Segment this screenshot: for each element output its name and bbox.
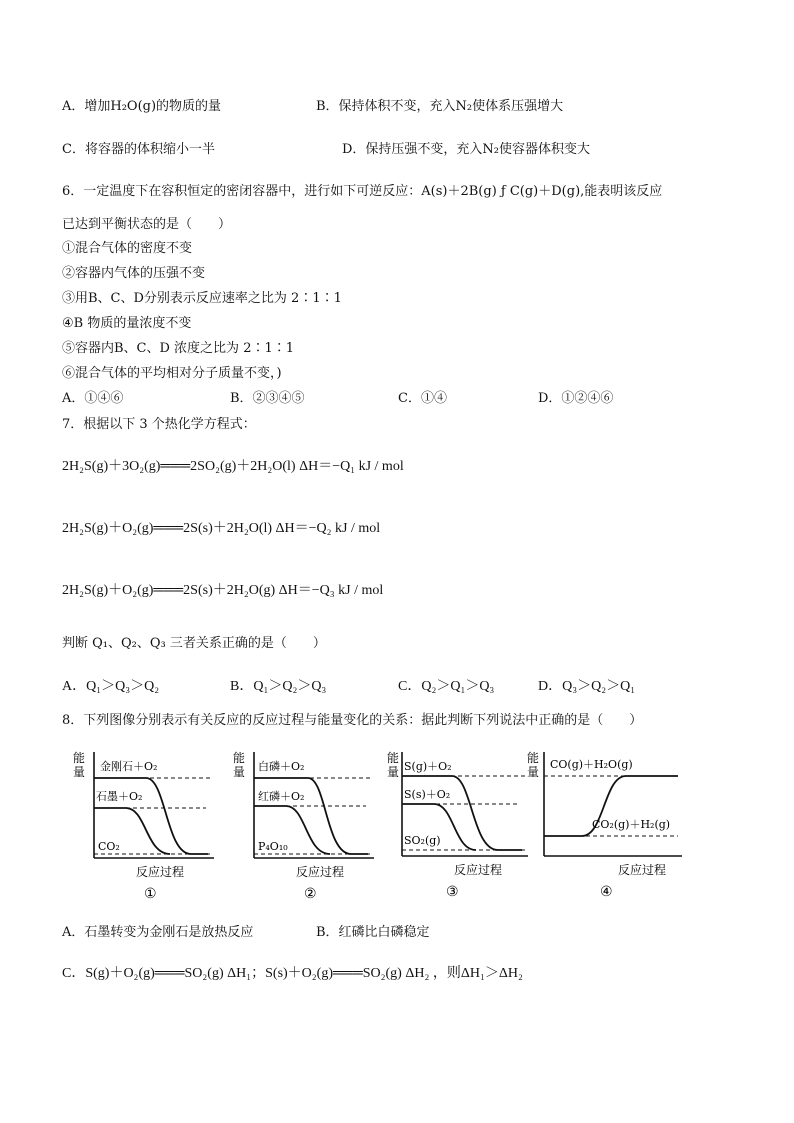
q7-stem: 7．根据以下 3 个热化学方程式： xyxy=(62,417,256,432)
q6-option-a: A．①④⑥ xyxy=(62,391,124,406)
diagram-number: ② xyxy=(304,886,317,902)
q6-item-4: ④B 物质的量浓度不变 xyxy=(62,316,192,331)
level-bottom-label: SO₂(g) xyxy=(404,834,441,847)
energy-diagram-3 xyxy=(380,746,540,906)
level-top-label: S(g)＋O₂ xyxy=(404,760,452,773)
q6-item-3: ③用B、C、D分别表示反应速率之比为 2∶1∶1 xyxy=(62,291,342,306)
level-mid-label: 红磷＋O₂ xyxy=(258,790,305,803)
axis-x-label: 反应过程 xyxy=(618,863,667,877)
q6-item-5: ⑤容器内B、C、D 浓度之比为 2∶1∶1 xyxy=(62,341,295,356)
q5-option-c: C．将容器的体积缩小一半 xyxy=(62,142,215,157)
level-top-label: 金刚石＋O₂ xyxy=(100,760,158,773)
q7-option-b: B．Q₁＞Q₂＞Q₃ xyxy=(230,679,327,694)
level-bottom-label: P₄O₁₀ xyxy=(258,840,288,853)
axis-y-label-char1: 能 xyxy=(73,751,86,765)
axis-x-label: 反应过程 xyxy=(454,863,503,877)
energy-diagram-4 xyxy=(520,746,690,906)
q8-option-c: C．S(g)＋O₂(g)═══SO₂(g) ΔH₁；S(s)＋O₂(g)═══SO₂(g) ΔH₂ ，则ΔH₁＞ΔH₂ xyxy=(62,966,523,981)
diagram-number: ③ xyxy=(446,884,459,900)
axis-y-label-char2: 量 xyxy=(387,765,400,779)
q7-option-d: D．Q₃＞Q₂＞Q₁ xyxy=(538,679,636,694)
level-top-label: 白磷＋O₂ xyxy=(258,760,305,773)
q7-judge-prompt: 判断 Q₁、Q₂、Q₃ 三者关系正确的是（ ） xyxy=(62,636,326,651)
q5-option-b: B．保持体积不变，充入N₂使体系压强增大 xyxy=(316,99,564,114)
level-mid-label: 石墨＋O₂ xyxy=(96,790,143,803)
q7-equation-1: 2H₂S(g)＋3O₂(g)═══2SO₂(g)＋2H₂O(l) ΔH＝−Q₁ kJ / mol xyxy=(62,459,404,474)
level-top-label: CO(g)＋H₂O(g) xyxy=(550,758,633,771)
axis-x-label: 反应过程 xyxy=(296,865,345,879)
q6-item-2: ②容器内气体的压强不变 xyxy=(62,266,206,281)
q6-option-c: C．①④ xyxy=(398,391,447,406)
diagram-number: ① xyxy=(144,886,157,902)
q7-equation-2: 2H₂S(g)＋O₂(g)═══2S(s)＋2H₂O(l) ΔH＝−Q₂ kJ / mol xyxy=(62,521,381,536)
axis-y-label-char1: 能 xyxy=(387,751,400,765)
q7-equation-3: 2H₂S(g)＋O₂(g)═══2S(s)＋2H₂O(g) ΔH＝−Q₃ kJ / mol xyxy=(62,583,384,598)
axis-y-label-char2: 量 xyxy=(233,765,246,779)
q6-stem-line2: 已达到平衡状态的是（ ） xyxy=(62,217,232,232)
level-mid-label: S(s)＋O₂ xyxy=(404,788,451,801)
axis-y-label-char2: 量 xyxy=(73,765,86,779)
q6-option-b: B．②③④⑤ xyxy=(230,391,305,406)
level-bottom-label: CO₂(g)＋H₂(g) xyxy=(592,818,671,831)
q6-item-1: ①混合气体的密度不变 xyxy=(62,241,193,256)
diagram-number: ④ xyxy=(600,884,613,900)
q5-option-d: D．保持压强不变，充入N₂使容器体积变大 xyxy=(342,142,591,157)
q7-option-c: C．Q₂＞Q₁＞Q₃ xyxy=(398,679,495,694)
q6-stem-line1: 6．一定温度下在容积恒定的密闭容器中，进行如下可逆反应：A(s)＋2B(g) ƒ C(g)＋D(g),能表明该反应 xyxy=(62,184,663,199)
axis-y-label-char1: 能 xyxy=(527,751,540,765)
axis-y-label-char1: 能 xyxy=(233,751,246,765)
energy-diagram-1 xyxy=(66,746,226,906)
q6-item-6: ⑥混合气体的平均相对分子质量不变，) xyxy=(62,366,282,381)
q8-option-a: A．石墨转变为金刚石是放热反应 xyxy=(62,925,254,940)
level-bottom-label: CO₂ xyxy=(98,840,120,853)
q5-option-a: A．增加H₂O(g)的物质的量 xyxy=(62,99,222,114)
q8-option-b: B．红磷比白磷稳定 xyxy=(316,925,430,940)
q7-option-a: A．Q₁＞Q₃＞Q₂ xyxy=(62,679,160,694)
axis-y-label-char2: 量 xyxy=(527,765,540,779)
axis-x-label: 反应过程 xyxy=(136,865,185,879)
energy-diagram-2 xyxy=(226,746,386,906)
q6-option-d: D．①②④⑥ xyxy=(538,391,614,406)
q8-stem: 8．下列图像分别表示有关反应的反应过程与能量变化的关系：据此判断下列说法中正确的是（ ） xyxy=(62,713,643,728)
